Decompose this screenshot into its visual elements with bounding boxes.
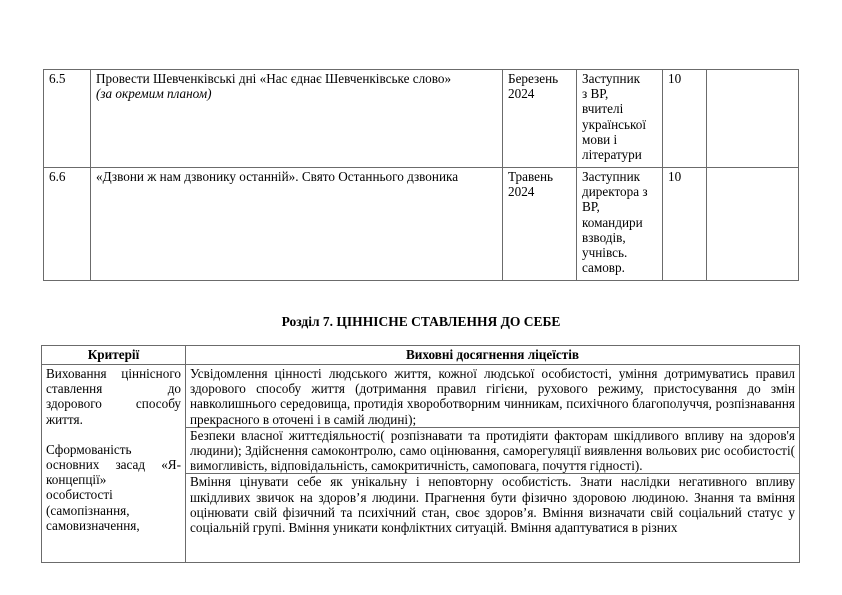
responsible-line: з ВР, xyxy=(582,86,609,102)
criteria-line: особистості xyxy=(46,487,113,503)
date-month: Березень xyxy=(508,71,559,86)
criteria-line: (самопізнання, xyxy=(46,502,130,518)
achievement-paragraph: Вміння цінувати себе як унікальну і неповторну особистість. Знати наслідки негативного впливу шкідливих звичок на здоров’я людини. Прагнення бути фізично здоровою людиною. Знання та вміння оцінювати свій фізичний та психічний стан, своє здоров’я. Вміння визначати свій соціальний статус у соціальній групі. Вміння уникати конфліктних ситуацій. Вміння адаптуватися в різних xyxy=(186,473,799,535)
criteria-line: здорового способу xyxy=(46,396,181,412)
count-cell: 10 xyxy=(663,168,707,281)
responsible-cell xyxy=(577,168,663,281)
criteria-line: Сформованість xyxy=(46,441,132,457)
criteria-line: самовизначення, xyxy=(46,517,140,533)
header-criteria: Критерії xyxy=(42,346,186,365)
section-title: Розділ 7. ЦІННІСНЕ СТАВЛЕННЯ ДО СЕБЕ xyxy=(281,314,561,329)
achievements-cell xyxy=(186,365,800,563)
responsible-line: Заступник xyxy=(582,71,641,86)
date-month: Травень xyxy=(508,169,554,184)
responsible-line: директора з xyxy=(582,184,648,200)
criteria-line: концепції» xyxy=(46,472,107,488)
responsible-line: мови і xyxy=(582,131,618,147)
table-row xyxy=(44,70,799,168)
responsible-line: літератури xyxy=(582,147,642,163)
event-title: Провести Шевченківські дні «Нас єднає Шевченківське слово» xyxy=(96,71,452,86)
event-cell xyxy=(91,168,503,281)
responsible-line: української xyxy=(582,116,647,132)
row-number: 6.6 xyxy=(44,168,91,281)
date-cell xyxy=(503,70,577,168)
criteria-line: ставлення до xyxy=(46,381,181,397)
responsible-line: командири xyxy=(582,214,643,230)
responsible-line: вчителі xyxy=(582,101,624,117)
event-title: «Дзвони ж нам дзвонику останній». Свято Останнього дзвоника xyxy=(96,169,459,184)
responsible-line: Заступник xyxy=(582,169,641,184)
criteria-line: Виховання ціннісного xyxy=(46,366,181,381)
table-row xyxy=(44,168,799,281)
criteria-table xyxy=(41,345,800,563)
extra-cell xyxy=(707,168,799,281)
header-achievements: Виховні досягнення ліцеїстів xyxy=(186,346,800,365)
event-cell xyxy=(91,70,503,168)
date-cell xyxy=(503,168,577,281)
date-year: 2024 xyxy=(508,184,535,200)
responsible-line: ВР, xyxy=(582,199,600,215)
header-row xyxy=(42,346,800,365)
criteria-line: основних засад «Я- xyxy=(46,457,181,473)
achievement-paragraph: Безпеки власної життєдіяльності( розпізнавати та протидіяти факторам шкідливого впливу на здоров'я людини); Здійснення самоконтролю, само оцінювання, саморегуляції виявлення вольових рис особистості( вимогливість, відповідальність, самокритичність, самоповага, почуття гідності). xyxy=(186,427,799,474)
count-cell: 10 xyxy=(663,70,707,168)
table-row xyxy=(42,365,800,563)
responsible-line: самовр. xyxy=(582,260,625,276)
event-plan-table xyxy=(43,69,799,281)
criteria-line: життя. xyxy=(46,411,83,427)
achievement-paragraph: Усвідомлення цінності людського життя, кожної людської особистості, уміння дотримуватись правил здорового способу життя (дотримання правил гігієни, рухового режиму, пристосування до змін навколишнього середовища, протидія хворобoтворним чинникам, психічного благополуччя, розпізнавання прекрасного в оточені і в самій людині); xyxy=(190,366,795,427)
row-number: 6.5 xyxy=(44,70,91,168)
date-year: 2024 xyxy=(508,86,535,102)
extra-cell xyxy=(707,70,799,168)
responsible-cell xyxy=(577,70,663,168)
responsible-line: учнівсь. xyxy=(582,245,628,261)
criteria-cell xyxy=(42,365,186,563)
event-note: (за окремим планом) xyxy=(96,86,212,102)
responsible-line: взводів, xyxy=(582,229,626,245)
